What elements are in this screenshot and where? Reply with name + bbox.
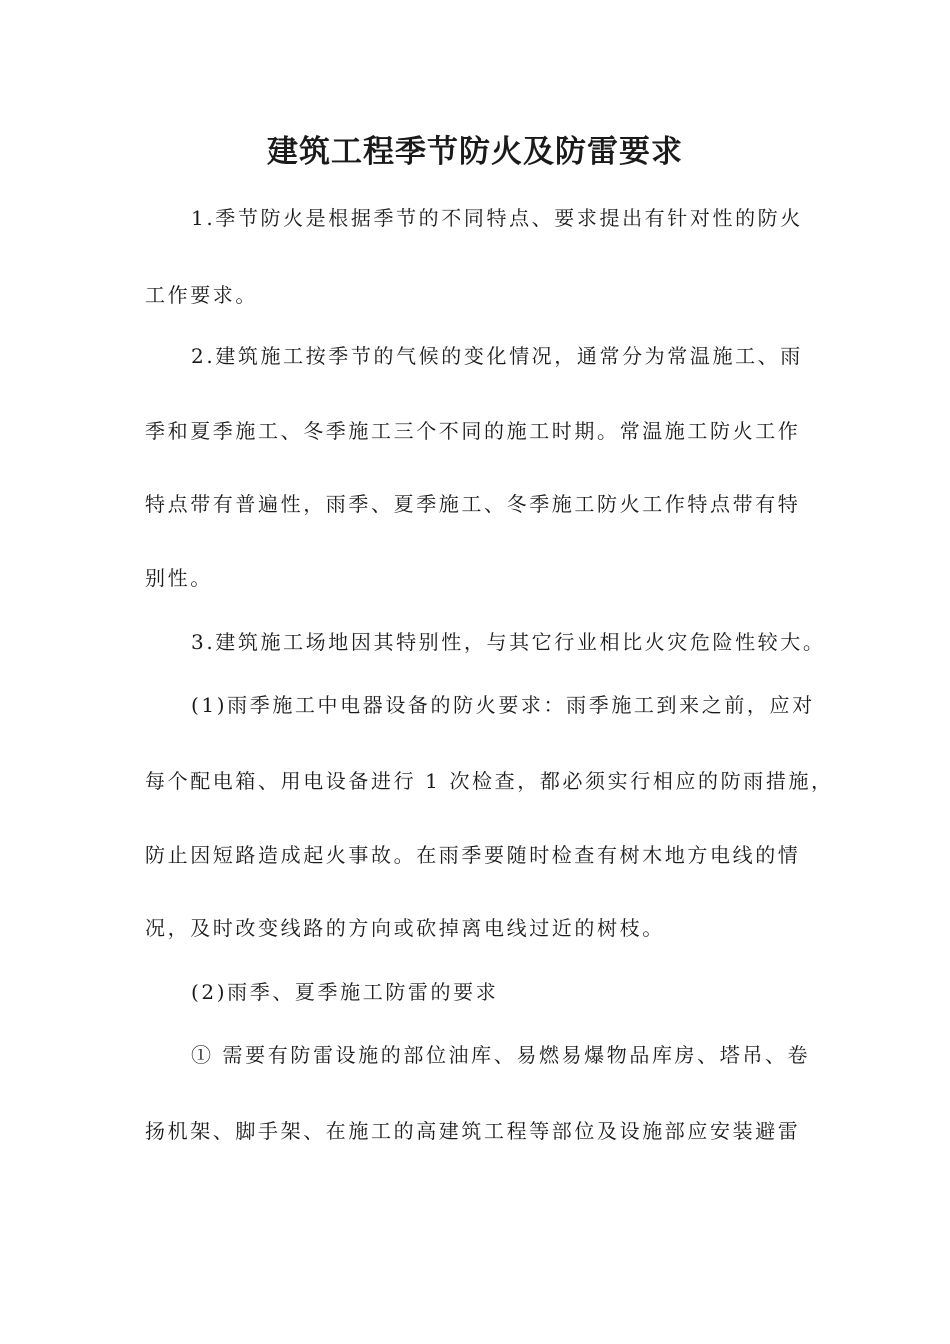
paragraph-4-line-3: 防止因短路造成起火事故。在雨季要随时检查有树木地方电线的情 <box>145 843 801 867</box>
paragraph-3-line-1: 3.建筑施工场地因其特别性，与其它行业相比火灾危险性较大。 <box>191 630 826 654</box>
paragraph-1-line-1: 1.季节防火是根据季节的不同特点、要求提出有针对性的防火 <box>191 206 803 230</box>
paragraph-5-line-1: (2)雨季、夏季施工防雷的要求 <box>191 980 499 1004</box>
paragraph-6-line-2: 扬机架、脚手架、在施工的高建筑工程等部位及设施部应安装避雷 <box>145 1119 801 1143</box>
paragraph-2-line-1: 2.建筑施工按季节的气候的变化情况，通常分为常温施工、雨 <box>191 344 803 368</box>
paragraph-6-line-1: ① 需要有防雷设施的部位油库、易燃易爆物品库房、塔吊、卷 <box>191 1043 811 1067</box>
paragraph-4-line-1: (1)雨季施工中电器设备的防火要求：雨季施工到来之前，应对 <box>191 693 815 717</box>
paragraph-2-line-4: 别性。 <box>145 566 213 590</box>
paragraph-2-line-3: 特点带有普遍性，雨季、夏季施工、冬季施工防火工作特点带有特 <box>145 492 801 516</box>
paragraph-1-line-2: 工作要求。 <box>145 283 258 307</box>
paragraph-4-line-2: 每个配电箱、用电设备进行 1 次检查，都必须实行相应的防雨措施， <box>145 769 834 793</box>
document-title: 建筑工程季节防火及防雷要求 <box>267 134 683 170</box>
paragraph-2-line-2: 季和夏季施工、冬季施工三个不同的施工时期。常温施工防火工作 <box>145 419 801 443</box>
paragraph-4-line-4: 况，及时改变线路的方向或砍掉离电线过近的树枝。 <box>145 916 665 940</box>
